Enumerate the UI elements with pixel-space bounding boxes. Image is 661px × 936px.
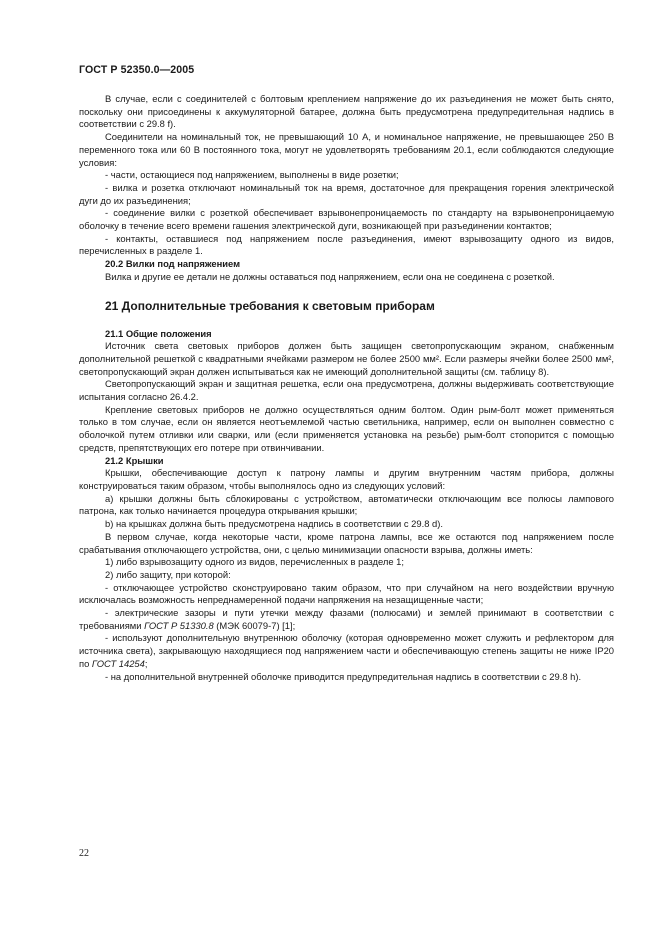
paragraph: Светопропускающий экран и защитная решетка, если она предусмотрена, должны выдерживать соответствующие испытания согласно 26.4.2. <box>79 378 614 403</box>
standard-reference: ГОСТ 14254 <box>91 657 145 669</box>
subsection-title-21-1: 21.1 Общие положения <box>105 327 212 339</box>
list-item: - контакты, оставшиеся под напряжением после разъединения, имеют взрывозащиту одного из видов, перечисленных в разделе 1. <box>79 232 614 257</box>
list-item: 2) либо защиту, при которой: <box>105 568 231 580</box>
paragraph: В случае, если с соединителей с болтовым креплением напряжение до их разъединения не может быть снято, поскольку они присоединены к аккумуляторной батарее, должна быть предусмотрена предупредительная надпись в соответствии с 29.8 f). <box>79 93 614 130</box>
paragraph: Источник света световых приборов должен быть защищен светопропускающим экраном, снабженным дополнительной решеткой с квадратными ячейками размером не более 2500 мм². Если размеры ячейки более 2500 мм², светопропускающий экран должен испытываться как не имеющий дополнительной защиты (см. таблицу 8). <box>79 340 614 377</box>
paragraph: Крепление световых приборов не должно осуществляться одним болтом. Один рым-болт может применяться только в том случае, если он является неотъемлемой частью светильника, например, если он выполнен совместно с оболочкой путем отливки или сварки, или (если применяется установка на резьбе) рым-болт стопорится с помощью средств, препятствующих его потере при отвинчивании. <box>79 403 614 453</box>
list-item: b) на крышках должна быть предусмотрена надпись в соответствии с 29.8 d). <box>105 518 443 530</box>
document-body <box>79 93 614 683</box>
list-item: - соединение вилки с розеткой обеспечивает взрывонепроницаемость по стандарту на взрывонепроницаемую оболочку в течение всего времени гашения электрической дуги, возникающей при разъединении контактов; <box>79 207 614 232</box>
list-item: - отключающее устройство сконструировано таким образом, что при случайном на него воздействии вручную исключалась возможность непреднамеренной подачи напряжения на незащищенные части; <box>79 581 614 606</box>
paragraph: Крышки, обеспечивающие доступ к патрону лампы и другим внутренним частям прибора, должны конструироваться таким образом, чтобы выполнялось одно из следующих условий: <box>79 467 614 491</box>
list-item: - части, остающиеся под напряжением, выполнены в виде розетки; <box>105 169 399 181</box>
list-item: - вилка и розетка отключают номинальный ток на время, достаточное для прекращения горения электрической дуги до их разъединения; <box>79 181 614 206</box>
list-item: - используют дополнительную внутреннюю оболочку (которая одновременно может служить и рефлектором для источника света), закрывающую находящиеся под напряжением части и обеспечивающую степень защиты не ниже IP20 по ГОСТ 14254; <box>79 632 614 669</box>
list-item: a) крышки должны быть сблокированы с устройством, автоматически отключающим все полюсы лампового патрона, как только начинается процедура открывания крышки; <box>79 492 614 517</box>
paragraph: Вилка и другие ее детали не должны оставаться под напряжением, если она не соединена с розеткой. <box>105 270 555 282</box>
list-item: 1) либо взрывозащиту одного из видов, перечисленных в разделе 1; <box>105 556 404 568</box>
subsection-title-20-2: 20.2 Вилки под напряжением <box>105 258 241 270</box>
standard-reference: ГОСТ Р 51330.8 <box>144 619 214 631</box>
list-item: - электрические зазоры и пути утечки между фазами (полюсами) и землей принимают в соответствии с требованиями ГОСТ Р 51330.8 (МЭК 60079-7) [1]; <box>79 607 614 631</box>
paragraph: Соединители на номинальный ток, не превышающий 10 А, и номинальное напряжение, не превышающее 250 В переменного тока или 60 В постоянного тока, могут не удовлетворять требованиям 20.1, если соблюдаются следующие условия: <box>79 131 614 168</box>
document-code-header: ГОСТ Р 52350.0—2005 <box>79 64 195 76</box>
list-item: - на дополнительной внутренней оболочке приводится предупредительная надпись в соответствии с 29.8 h). <box>105 670 582 682</box>
paragraph: В первом случае, когда некоторые части, кроме патрона лампы, все же остаются под напряжением после срабатывания отключающего устройства, они, с целью минимизации опасности взрыва, должны иметь: <box>79 530 614 555</box>
section-title-21: 21 Дополнительные требования к световым приборам <box>105 298 435 313</box>
subsection-title-21-2: 21.2 Крышки <box>105 454 164 466</box>
page-number: 22 <box>79 848 89 859</box>
